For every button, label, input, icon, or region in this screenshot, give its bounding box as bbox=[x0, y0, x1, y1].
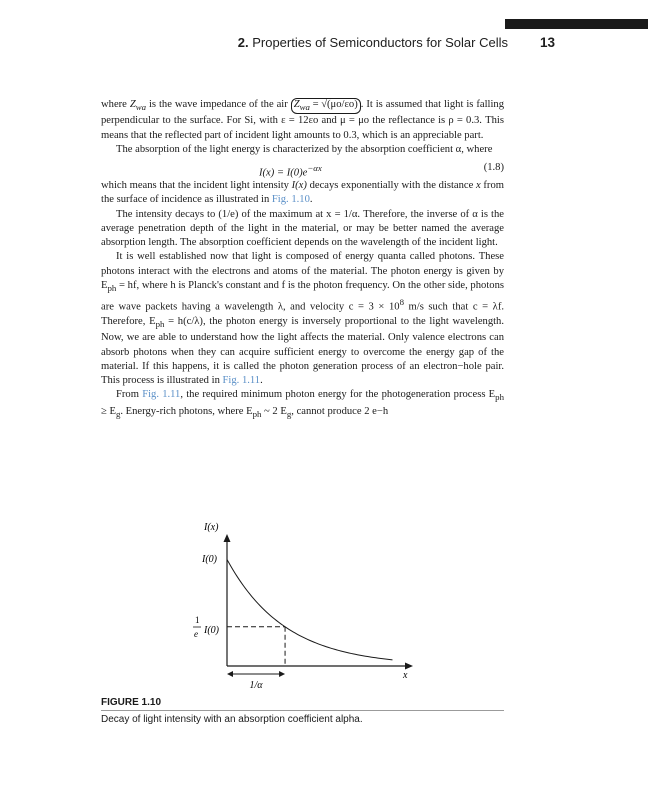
span-arrow-left bbox=[227, 671, 233, 677]
figure-link-1-11-b[interactable]: Fig. 1.11 bbox=[142, 389, 181, 401]
y-axis-label: I(x) bbox=[204, 522, 219, 533]
equation-number: (1.8) bbox=[483, 162, 504, 174]
equation-expression: $I(x) = I(0)e^{-\alpha x}$ bbox=[259, 163, 322, 179]
paragraph-5: It is well established now that light is composed of energy quanta called photons. These photons interact with the electrons and atoms of the material. The photon energy is given by $E_{ph}$ = hf, where h is Planck's constant and f is the photon frequency. On the other side, photons are wave packets having a wavelength λ, and velocity $c = 3 \times 10^8$ m/s such that c = λf. Therefore, $E_{ph} = h(c/\lambda)$, the photon energy is inversely proportional to the light wavelength. Now, we are able to understand how the light affects the material. Only valence electrons can absorb photons when they can acquire sufficient energy to overcome the energy gap of the material. If this happens, it is called the photon generation process of an electron−hole pair. This process is illustrated in Fig. 1.11. bbox=[101, 251, 505, 387]
running-header bbox=[0, 35, 555, 55]
y-axis-arrow bbox=[224, 534, 231, 542]
x-axis-label: x bbox=[403, 670, 408, 681]
figure-caption-text: Decay of light intensity with an absorption coefficient alpha. bbox=[101, 714, 363, 725]
figure-link-1-11[interactable]: Fig. 1.11 bbox=[222, 375, 261, 387]
y-tick-frac-den: e bbox=[194, 629, 198, 639]
decay-chart bbox=[190, 520, 420, 695]
decay-curve-series bbox=[227, 559, 392, 659]
y-tick-frac-num: 1 bbox=[195, 615, 200, 625]
span-arrow-right bbox=[279, 671, 285, 677]
paragraph-3: which means that the incident light intensity I(x) decays exponentially with the distance x from the surface of incidence as illustrated in Fig. 1.10. bbox=[101, 180, 504, 206]
figure-1-10 bbox=[190, 520, 420, 695]
paragraph-4: The intensity decays to (1/e) of the maximum at x = 1/α. Therefore, the inverse of α is the average penetration depth of the light in the material, or may be better named the average absorption length. The absorption coefficient depends on the wavelength of the incident light. bbox=[101, 208, 504, 249]
y-tick-i0: I(0) bbox=[202, 554, 217, 565]
span-label-one-over-alpha: 1/α bbox=[249, 680, 263, 691]
figure-link-1-10[interactable]: Fig. 1.10 bbox=[271, 194, 310, 206]
paragraph-2: The absorption of the light energy is characterized by the absorption coefficient α, where bbox=[116, 143, 493, 155]
chapter-title: 2. Properties of Semiconductors for Solar Cells bbox=[237, 35, 508, 50]
x-axis-arrow bbox=[405, 663, 413, 670]
page-number: 13 bbox=[539, 35, 555, 50]
figure-caption-label: FIGURE 1.10 bbox=[101, 697, 162, 708]
body-text bbox=[101, 98, 504, 421]
header-bar-decoration bbox=[505, 19, 648, 29]
caption-divider bbox=[101, 710, 504, 711]
y-tick-i0-over-e: I(0) bbox=[204, 625, 219, 636]
paragraph-6: From Fig. 1.11, the required minimum photon energy for the photogeneration process $E_{ph} \ge E_g$. Energy-rich photons, where $E_{ph}$ ~ 2 $E_g$, cannot produce 2 e−h bbox=[101, 389, 504, 419]
paragraph-1: where $Z_{wa}$ is the wave impedance of the air $Z_{wa} = √(\mu o/\varepsilon o)$ . It is assumed that light is falling perpendicular to the surface. For Si, with ε = 12εo and μ = μo the reflectance is ρ = 0.3. This means that the reflected part of incident light amounts to 0.3, which is an appreciable part. bbox=[101, 99, 504, 141]
equation-1-8 bbox=[101, 157, 504, 179]
impedance-expression: $Z_{wa} = √(\mu o/\varepsilon o)$ bbox=[291, 98, 361, 114]
